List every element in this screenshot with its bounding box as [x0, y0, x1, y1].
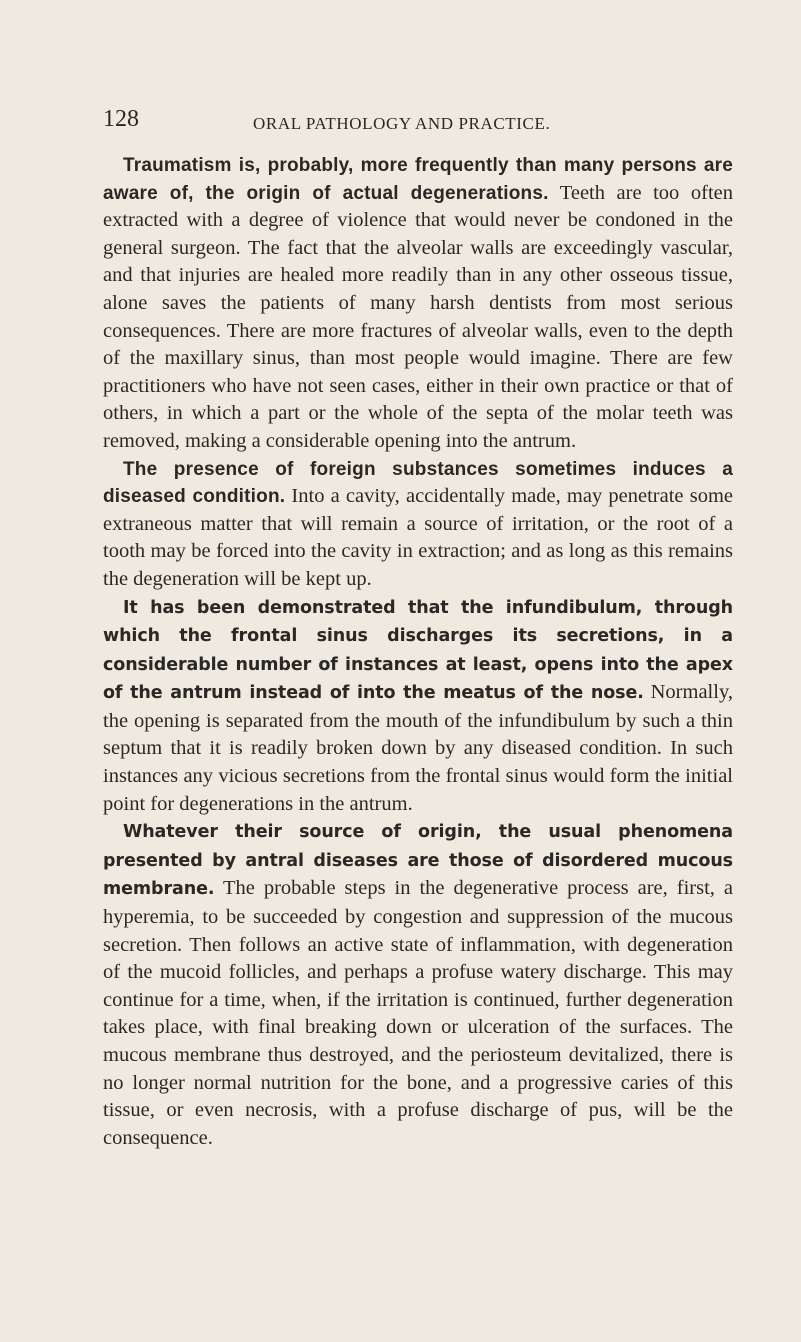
page-number: 128	[103, 106, 139, 132]
paragraph-infundibulum	[103, 594, 733, 819]
paragraph-text: The probable steps in the degenerative process are, first, a hyperemia, to be succeeded by congestion and suppression of the mucous secretion. Then follows an active state of inflammation, with degeneration of the mucoid follicles, and perhaps a profuse watery discharge. This may continue for a time, when, if the irritation is continued, further degeneration takes place, with final breaking down or ulceration of the surfaces. The mucous membrane thus destroyed, and the periosteum devitalized, there is no longer normal nutrition for the bone, and a progressive caries of this tissue, or even necrosis, with a profuse discharge of pus, will be the consequence.	[103, 877, 733, 1149]
paragraph-traumatism	[103, 152, 733, 456]
running-head	[103, 106, 733, 140]
paragraph-text: Teeth are too often extracted with a degree of violence that would never be condoned in the general surgeon. The fact that the alveolar walls are exceedingly vascular, and that injuries are healed more readily than in any other osseous tissue, alone saves the patients of many harsh dentists from most serious consequences. There are more fractures of alveolar walls, even to the depth of the maxillary sinus, than most people would imagine. There are few practitioners who have not seen cases, either in their own practice or that of others, in which a part or the whole of the septa of the molar teeth was removed, making a considerable opening into the antrum.	[103, 181, 733, 452]
paragraph-text: Normally, the opening is separated from the mouth of the infundibulum by such a thin septum that it is readily broken down by any diseased condition. In such instances any vicious secretions from the frontal sinus would form the initial point for degenerations in the antrum.	[103, 681, 733, 815]
paragraph-foreign-substances	[103, 456, 733, 594]
paragraph-lead: Whatever their source of origin, the usual phenomena presented by antral diseases are those of disordered mucous membrane.	[103, 822, 733, 900]
paragraph-phenomena	[103, 818, 733, 1152]
paragraph-text: Into a cavity, accidentally made, may penetrate some extraneous matter that will remain a source of irritation, or the root of a tooth may be forced into the cavity in extraction; and as long as this remains the degeneration will be kept up.	[103, 485, 733, 590]
body-text	[103, 152, 733, 1152]
paragraph-lead: Traumatism is, probably, more frequently than many persons are aware of, the origin of actual degenerations.	[103, 155, 733, 204]
running-head-title: ORAL PATHOLOGY AND PRACTICE.	[253, 114, 551, 133]
paragraph-lead: The presence of foreign substances sometimes induces a diseased condition.	[103, 458, 733, 508]
paragraph-lead: It has been demonstrated that the infundibulum, through which the frontal sinus discharges its secretions, in a considerable number of instances at least, opens into the apex of the antrum instead of into the meatus of the nose.	[103, 597, 733, 704]
